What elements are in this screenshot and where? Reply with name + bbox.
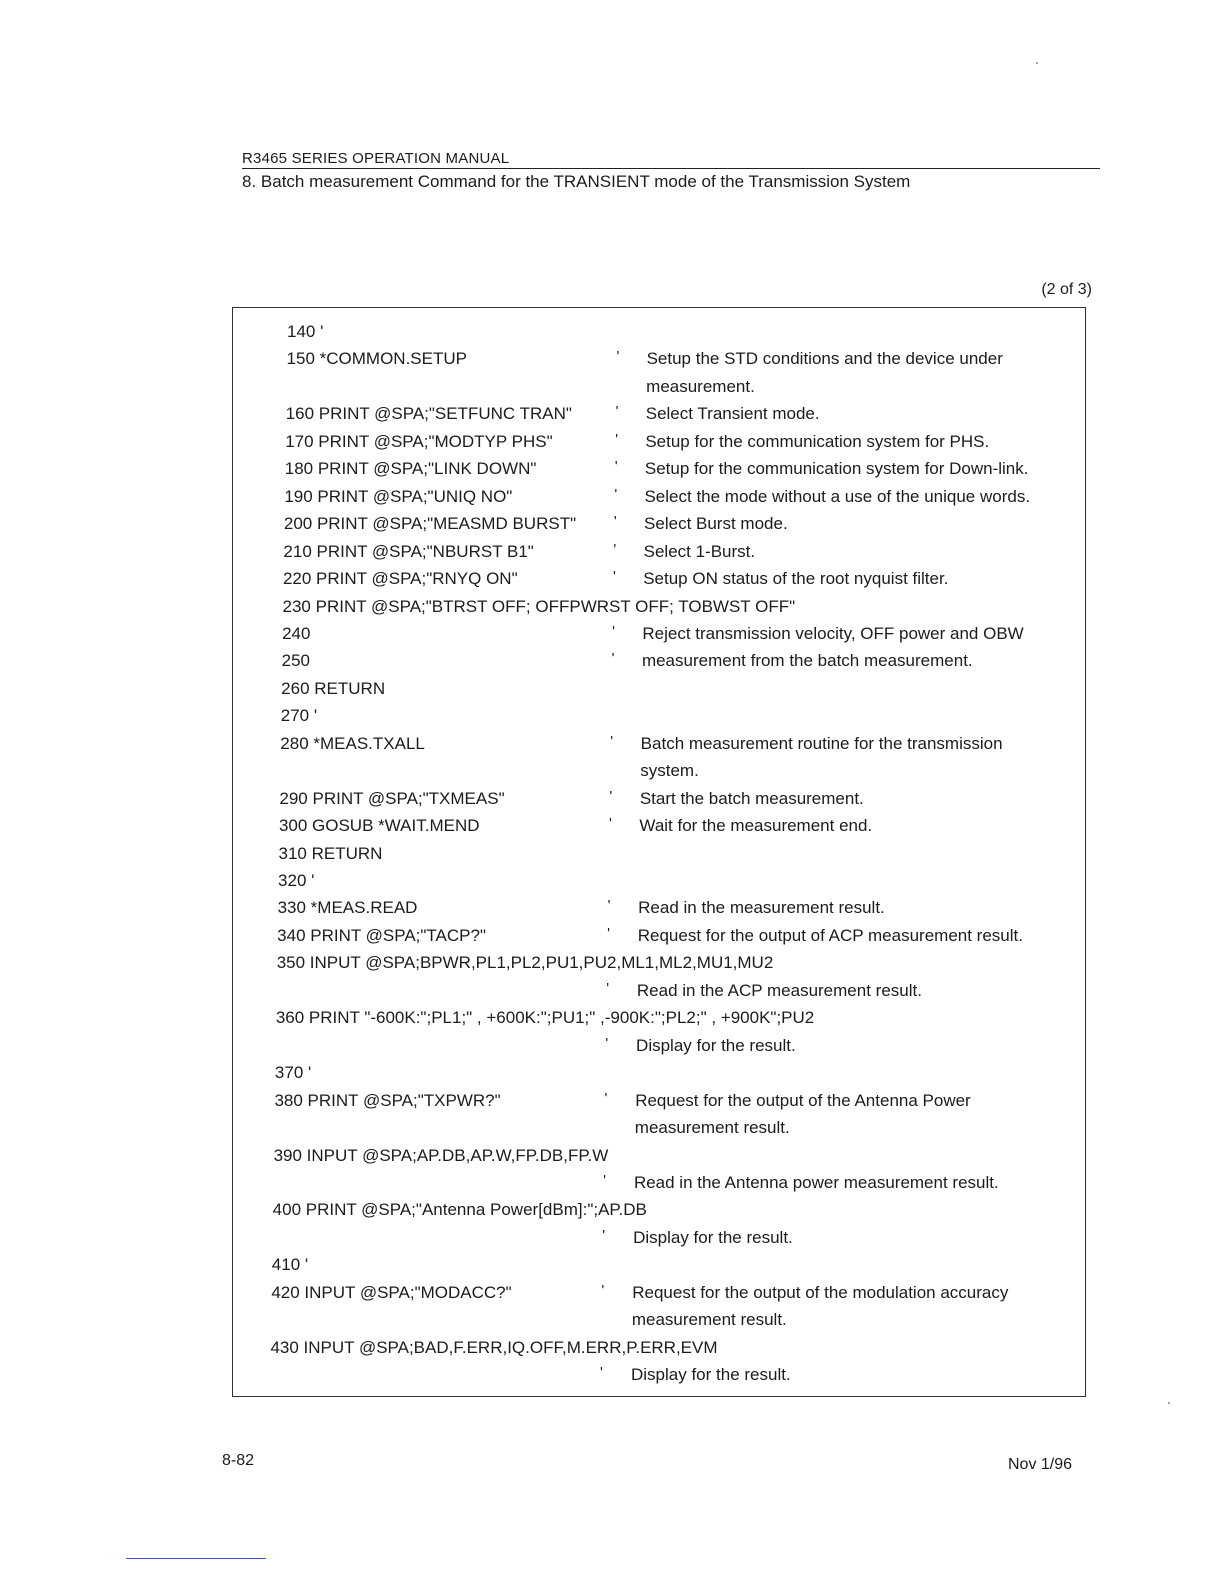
comment-text: Request for the output of the Antenna Power (635, 1090, 971, 1110)
code-line: 190 PRINT @SPA;"UNIQ NO" (284, 486, 513, 506)
comment-marker: ' (607, 897, 611, 915)
comment-text: Read in the ACP measurement result. (636, 980, 922, 1000)
code-line: 310 RETURN (278, 843, 383, 863)
comment-marker: ' (610, 732, 614, 750)
comment-text: measurement result. (634, 1118, 790, 1138)
page-number: 8-82 (222, 1452, 255, 1469)
code-line: 350 INPUT @SPA;BPWR,PL1,PL2,PU1,PU2,ML1,ML2,MU1,MU2 (276, 953, 774, 973)
comment-text: Request for the output of the modulation accuracy (632, 1282, 1009, 1302)
code-line: 270 ' (280, 706, 318, 726)
code-line: 180 PRINT @SPA;"LINK DOWN" (284, 459, 537, 479)
code-line: 360 PRINT "-600K:";PL1;" , +600K:";PU1;" ,-900K:";PL2;" , +900K";PU2 (275, 1008, 815, 1028)
comment-marker: ' (600, 1364, 603, 1382)
comment-text: system. (640, 761, 699, 781)
comment-text: Batch measurement routine for the transmission (640, 733, 1003, 753)
revision-date: Nov 1/96 (1008, 1456, 1073, 1473)
comment-marker: ' (614, 458, 618, 476)
comment-text: Reject transmission velocity, OFF power and OBW (642, 623, 1024, 643)
comment-text: Display for the result. (636, 1035, 796, 1055)
code-line: 150 *COMMON.SETUP (286, 349, 467, 369)
comment-marker: ' (608, 815, 612, 833)
code-line: 410 ' (271, 1255, 309, 1275)
comment-marker: ' (605, 1034, 609, 1052)
code-line: 170 PRINT @SPA;"MODTYP PHS" (285, 431, 553, 451)
code-line: 210 PRINT @SPA;"NBURST B1" (283, 541, 534, 561)
code-line: 290 PRINT @SPA;"TXMEAS" (279, 788, 505, 808)
comment-marker: ' (615, 403, 619, 421)
comment-text: Select the mode without a use of the unique words. (644, 486, 1031, 506)
comment-text: Select Transient mode. (645, 404, 820, 424)
comment-marker: ' (616, 348, 620, 366)
code-line: 400 PRINT @SPA;"Antenna Power[dBm]:";AP.DB (272, 1200, 647, 1220)
comment-text: Read in the Antenna power measurement result. (633, 1172, 999, 1192)
code-line: 220 PRINT @SPA;"RNYQ ON" (282, 569, 518, 589)
code-line: 320 ' (278, 871, 315, 890)
comment-text: Display for the result. (631, 1365, 791, 1385)
code-line: 230 PRINT @SPA;"BTRST OFF; OFFPWRST OFF; TOBWST OFF" (282, 596, 796, 616)
comment-marker: ' (613, 540, 617, 558)
comment-marker: ' (602, 1226, 606, 1244)
comment-text: Display for the result. (633, 1227, 793, 1247)
comment-marker: ' (614, 485, 618, 503)
code-line: 140 ' (287, 322, 324, 341)
code-line: 160 PRINT @SPA;"SETFUNC TRAN" (285, 404, 572, 424)
comment-text: Setup the STD conditions and the device under (646, 349, 1003, 369)
code-line: 250 (281, 651, 310, 671)
comment-marker: ' (612, 568, 616, 586)
scan-artifact-line (126, 1558, 266, 1559)
comment-marker: ' (615, 430, 619, 448)
code-line: 380 PRINT @SPA;"TXPWR?" (274, 1090, 501, 1110)
comment-text: measurement from the batch measurement. (641, 651, 973, 671)
code-line: 420 INPUT @SPA;"MODACC?" (271, 1282, 512, 1302)
comment-text: Read in the measurement result. (638, 898, 885, 918)
code-line: 370 ' (274, 1063, 312, 1083)
comment-text: Select 1-Burst. (643, 541, 756, 561)
comment-marker: ' (611, 650, 615, 668)
comment-marker: ' (604, 1089, 608, 1107)
comment-text: Setup ON status of the root nyquist filter. (643, 569, 949, 589)
comment-marker: ' (609, 787, 613, 805)
code-line: 340 PRINT @SPA;"TACP?" (277, 925, 486, 945)
code-line: 260 RETURN (281, 678, 386, 698)
code-line: 200 PRINT @SPA;"MEASMD BURST" (283, 514, 577, 534)
code-line: 240 (282, 623, 311, 643)
comment-marker: ' (603, 1171, 606, 1189)
scan-speck (1168, 1402, 1170, 1404)
code-line: 330 *MEAS.READ (277, 898, 418, 918)
comment-marker: ' (612, 622, 615, 640)
section-title: 8. Batch measurement Command for the TRANSIENT mode of the Transmission System (242, 172, 911, 191)
comment-text: measurement. (646, 376, 755, 396)
comment-text: Setup for the communication system for PHS. (645, 431, 990, 451)
comment-text: measurement result. (631, 1310, 787, 1330)
manual-title: R3465 SERIES OPERATION MANUAL (242, 150, 1100, 169)
code-line: 390 INPUT @SPA;AP.DB,AP.W,FP.DB,FP.W (273, 1145, 609, 1165)
comment-marker: ' (601, 1281, 605, 1299)
scan-speck (1036, 62, 1038, 64)
code-line: 430 INPUT @SPA;BAD,F.ERR,IQ.OFF,M.ERR,P.ERR,EVM (270, 1337, 718, 1357)
code-line: 280 *MEAS.TXALL (280, 733, 425, 753)
comment-text: Request for the output of ACP measurement result. (637, 925, 1023, 945)
comment-text: Setup for the communication system for Down-link. (644, 459, 1029, 479)
comment-text: Wait for the measurement end. (639, 816, 873, 836)
comment-marker: ' (607, 924, 611, 942)
comment-marker: ' (613, 513, 617, 531)
page-of-indicator: (2 of 3) (1041, 281, 1092, 298)
code-line: 300 GOSUB *WAIT.MEND (278, 816, 480, 836)
comment-text: Select Burst mode. (644, 514, 788, 534)
comment-marker: ' (606, 979, 610, 997)
comment-text: Start the batch measurement. (639, 788, 864, 808)
